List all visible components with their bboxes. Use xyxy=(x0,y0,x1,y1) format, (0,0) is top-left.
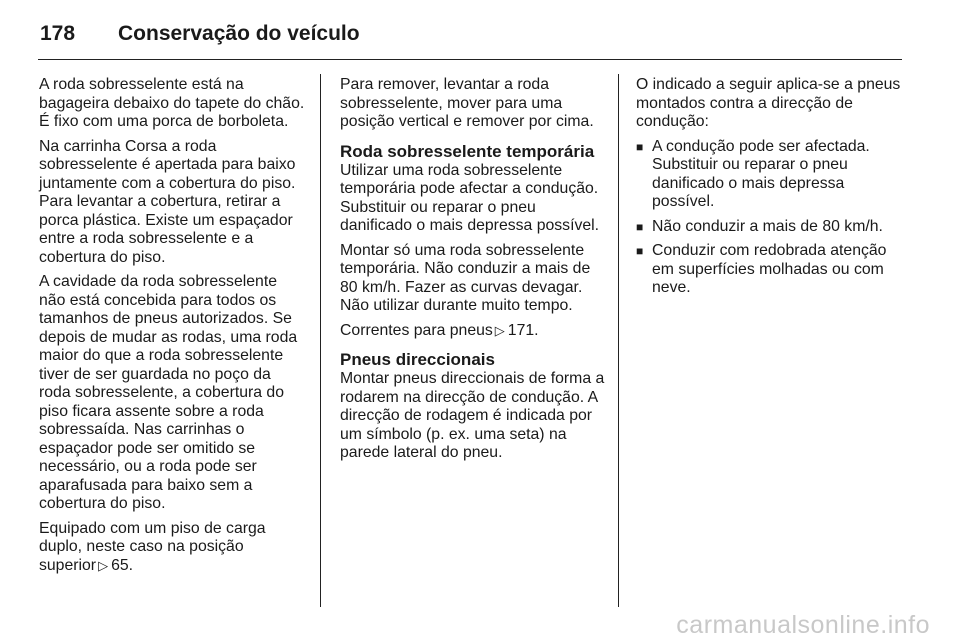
paragraph: Na carrinha Corsa a roda sobresselente é apertada para baixo juntamente com a cobertura do piso. Para levantar a cobertura, retirar a porca plástica. Existe um espaçador entre a roda sobresselente e a cobertura do piso. xyxy=(39,137,296,266)
paragraph-text: Correntes para pneus xyxy=(340,321,493,339)
section-heading: Roda sobresselente temporária xyxy=(340,141,595,161)
column-2 xyxy=(340,76,606,469)
page-reference-link[interactable]: 65. xyxy=(111,556,134,574)
list-item-text: Conduzir com redobrada atenção em superfícies molhadas ou com neve. xyxy=(652,242,887,296)
paragraph: A roda sobresselente está na bagageira debaixo do tapete do chão. É fixo com uma porca de borboleta. xyxy=(39,76,305,130)
column-divider-2 xyxy=(618,74,619,607)
column-divider-1 xyxy=(320,74,321,607)
paragraph: Para remover, levantar a roda sobresselente, mover para uma posição vertical e remover por cima. xyxy=(340,76,594,130)
list-item xyxy=(636,242,902,298)
reference-arrow-icon: ▷ xyxy=(98,557,109,573)
column-1 xyxy=(39,76,305,581)
column-3 xyxy=(636,76,902,304)
paragraph xyxy=(340,322,606,341)
reference-arrow-icon: ▷ xyxy=(494,322,505,338)
page-reference-link[interactable]: 171. xyxy=(507,321,539,339)
list-item xyxy=(636,218,902,237)
square-bullet-icon: ■ xyxy=(636,139,644,154)
paragraph: Montar só uma roda sobresselente temporária. Não conduzir a mais de 80 km/h. Fazer as curvas devagar. Não utilizar durante muito tempo. xyxy=(340,241,591,314)
square-bullet-icon: ■ xyxy=(636,219,644,234)
list-item-text: A condução pode ser afectada. Substituir ou reparar o pneu danificado o mais depressa possível. xyxy=(652,137,870,210)
bullet-list xyxy=(636,138,902,298)
watermark: carmanualsonline.info xyxy=(676,611,930,639)
paragraph-text: Equipado com um piso de carga duplo, neste caso na posição superior xyxy=(39,519,266,574)
square-bullet-icon: ■ xyxy=(636,244,644,258)
page-number: 178 xyxy=(40,22,76,45)
header-rule xyxy=(38,59,902,60)
list-item xyxy=(636,138,902,212)
paragraph: O indicado a seguir aplica-se a pneus montados contra a direcção de condução: xyxy=(636,76,901,130)
paragraph xyxy=(39,520,305,576)
paragraph: Montar pneus direccionais de forma a rodarem na direcção de condução. A direcção de rodagem é indicada por um símbolo (p. ex. uma seta) na parede lateral do pneu. xyxy=(340,370,605,461)
list-item-text: Não conduzir a mais de 80 km/h. xyxy=(652,217,883,235)
page-title: Conservação do veículo xyxy=(118,22,360,45)
page-header xyxy=(40,14,360,54)
paragraph: Utilizar uma roda sobresselente temporária pode afectar a condução. Substituir ou reparar o pneu danificado o mais depressa possível. xyxy=(340,161,600,234)
section-heading: Pneus direccionais xyxy=(340,350,495,369)
paragraph: A cavidade da roda sobresselente não está concebida para todos os tamanhos de pneus autorizados. Se depois de mudar as rodas, uma roda maior do que a roda sobresselente tiver de ser guardada no poço da roda sobresselente, a cobertura do piso ficara assente sobre a roda sobressaída. Nas carrinhas o espaçador pode ser omitido se necessário, ou a roda pode ser aparafusada para baixo sem a cobertura do piso. xyxy=(39,273,298,512)
